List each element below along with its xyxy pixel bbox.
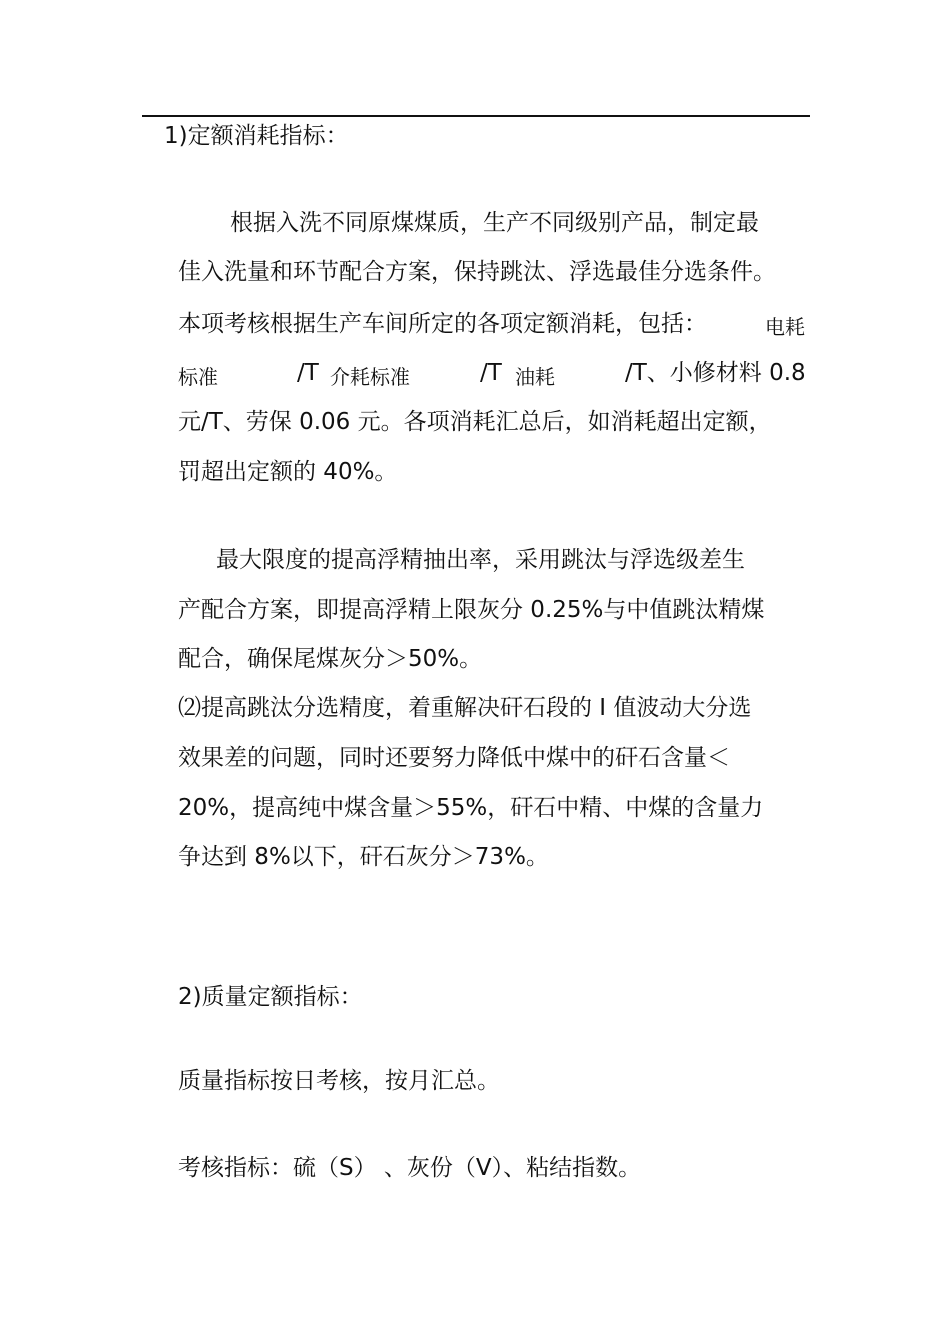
para1-line4-label2: 介耗标准 bbox=[330, 365, 410, 389]
para2-line3: 配合，确保尾煤灰分＞50%。 bbox=[178, 646, 483, 672]
para1-line5: 元/T、劳保 0.06 元。各项消耗汇总后，如消耗超出定额， bbox=[178, 409, 772, 435]
para3-line3: 20%，提高纯中煤含量＞55%，矸石中精、中煤的含量力 bbox=[178, 795, 764, 821]
para1-line4-label1: 标准 bbox=[178, 365, 218, 389]
para1-line4-label3: 油耗 bbox=[515, 365, 555, 389]
para1-line3: 本项考核根据生产车间所定的各项定额消耗，包括： bbox=[178, 311, 707, 337]
top-rule bbox=[142, 115, 810, 117]
para1-line3-power: 电耗 bbox=[765, 315, 805, 339]
section2-heading: 2)质量定额指标： bbox=[178, 984, 363, 1010]
para1-line1: 根据入洗不同原煤煤质，生产不同级别产品，制定最 bbox=[230, 210, 759, 236]
para3-line4: 争达到 8%以下，矸石灰分＞73%。 bbox=[178, 844, 549, 870]
para1-line4-unit1: /T bbox=[297, 360, 319, 386]
para1-line6: 罚超出定额的 40%。 bbox=[178, 459, 398, 485]
section1-heading: 1)定额消耗指标： bbox=[164, 123, 349, 149]
section2-line2: 考核指标：硫（S） 、灰份（V）、粘结指数。 bbox=[178, 1155, 642, 1181]
para3-line2: 效果差的问题，同时还要努力降低中煤中的矸石含量＜ bbox=[178, 745, 730, 771]
para1-line4-unit2: /T bbox=[480, 360, 502, 386]
para1-line4-tail: /T、小修材料 0.8 bbox=[625, 360, 806, 386]
para3-line1: ⑵提高跳汰分选精度，着重解决矸石段的 I 值波动大分选 bbox=[178, 695, 752, 721]
para1-line2: 佳入洗量和环节配合方案，保持跳汰、浮选最佳分选条件。 bbox=[178, 259, 776, 285]
para2-line1: 最大限度的提高浮精抽出率，采用跳汰与浮选级差生 bbox=[216, 547, 745, 573]
para2-line2: 产配合方案，即提高浮精上限灰分 0.25%与中值跳汰精煤 bbox=[178, 597, 765, 623]
section2-line1: 质量指标按日考核，按月汇总。 bbox=[178, 1068, 500, 1094]
